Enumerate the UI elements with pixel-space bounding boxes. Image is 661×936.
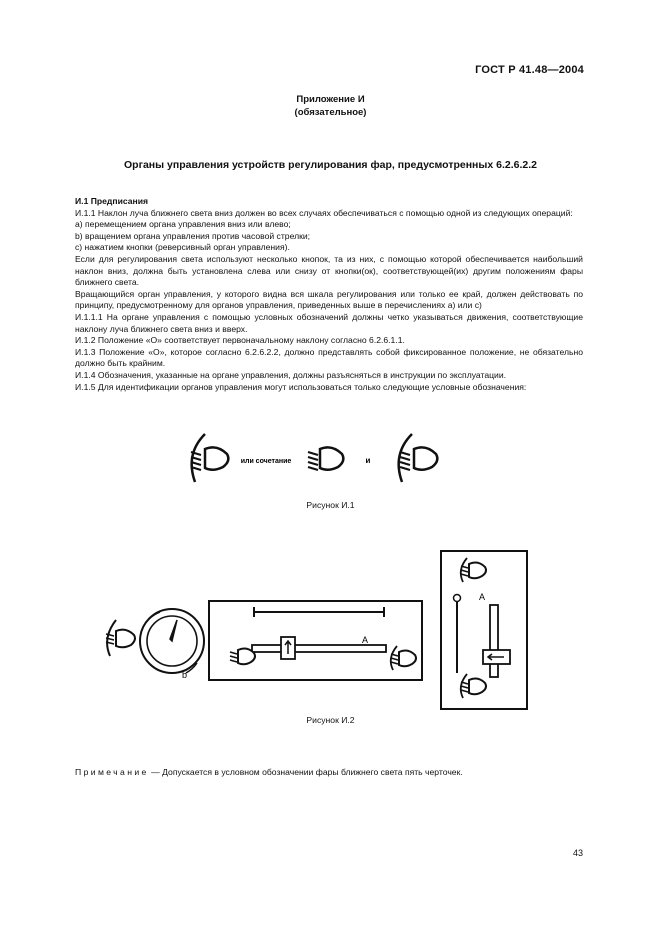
paragraph: Вращающийся орган управления, у которого видна вся шкала регулирования или только ее край, должен действовать по принципу, предусмотренному для органов управления, приведенных выше в перечислениях а) или с) [75, 288, 583, 311]
appendix-title: Приложение И [296, 94, 365, 105]
paragraph: И.1.2 Положение «О» соответствует первоначальному наклону согласно 6.2.6.1.1. [75, 335, 405, 346]
paragraph: Если для регулирования света используют несколько кнопок, та из них, с помощью которой обеспечивается наибольший наклон вниз, должна быть установлена слева или снизу от кнопки(ок), соответствующей(их) другим положениям фары ближнего света. [75, 253, 583, 288]
low-beam-headlamp-icon [399, 434, 438, 482]
figure-2 [0, 545, 661, 715]
body-text [75, 196, 583, 393]
connector-and: и [365, 456, 371, 465]
paragraph: И.1.3 Положение «О», которое согласно 6.2.6.2.2, должно представлять собой фиксированное положение, не обязательно должно быть крайним. [75, 346, 583, 369]
rotary-control [106, 609, 204, 680]
paragraph: И.1.1 Наклон луча ближнего света вниз должен во всех случаях обеспечиваться с помощью одной из следующих операций: [75, 207, 573, 218]
list-item: а) перемещением органа управления вниз или влево; [75, 219, 291, 230]
figure-1-caption: Рисунок И.1 [306, 500, 355, 510]
page-number: 43 [572, 848, 583, 858]
section-title: Органы управления устройств регулирования фар, предусмотренных 6.2.6.2.2 [124, 159, 537, 171]
connector-or: или сочетание [240, 458, 292, 465]
paragraph: И.1.4 Обозначения, указанные на органе управления, должны разъясняться в инструкции по эксплуатации. [75, 369, 507, 380]
vertical-slider-panel [441, 551, 527, 709]
low-beam-headlamp-icon [308, 447, 343, 470]
paragraph: И.1.1.1 На органе управления с помощью условных обозначений должны четко указываться движения, соответствующие наклону луча ближнего света вниз и вверх. [75, 311, 583, 334]
figure-2-caption: Рисунок И.2 [306, 715, 355, 725]
note [75, 767, 463, 777]
horizontal-slider-panel [209, 601, 422, 680]
subsection-heading: И.1 Предписания [75, 196, 149, 206]
note-text: — Допускается в условном обозначении фары ближнего света пять черточек. [148, 767, 463, 777]
document-number: ГОСТ Р 41.48—2004 [475, 64, 584, 76]
appendix-status: (обязательное) [294, 107, 367, 118]
low-beam-headlamp-icon [191, 434, 228, 482]
rotary-label-b: b [182, 670, 188, 680]
figure-1 [0, 425, 661, 495]
note-label: Примечание [75, 767, 149, 777]
paragraph: И.1.5 Для идентификации органов управления могут использоваться только следующие условные обозначения: [75, 381, 527, 392]
slider-label-a: A [362, 635, 369, 645]
list-item: b) вращением органа управления против часовой стрелки; [75, 230, 311, 241]
vertical-label-a: A [479, 592, 486, 602]
list-item: с) нажатием кнопки (реверсивный орган управления). [75, 242, 290, 253]
low-beam-headlamp-icon [106, 620, 135, 656]
